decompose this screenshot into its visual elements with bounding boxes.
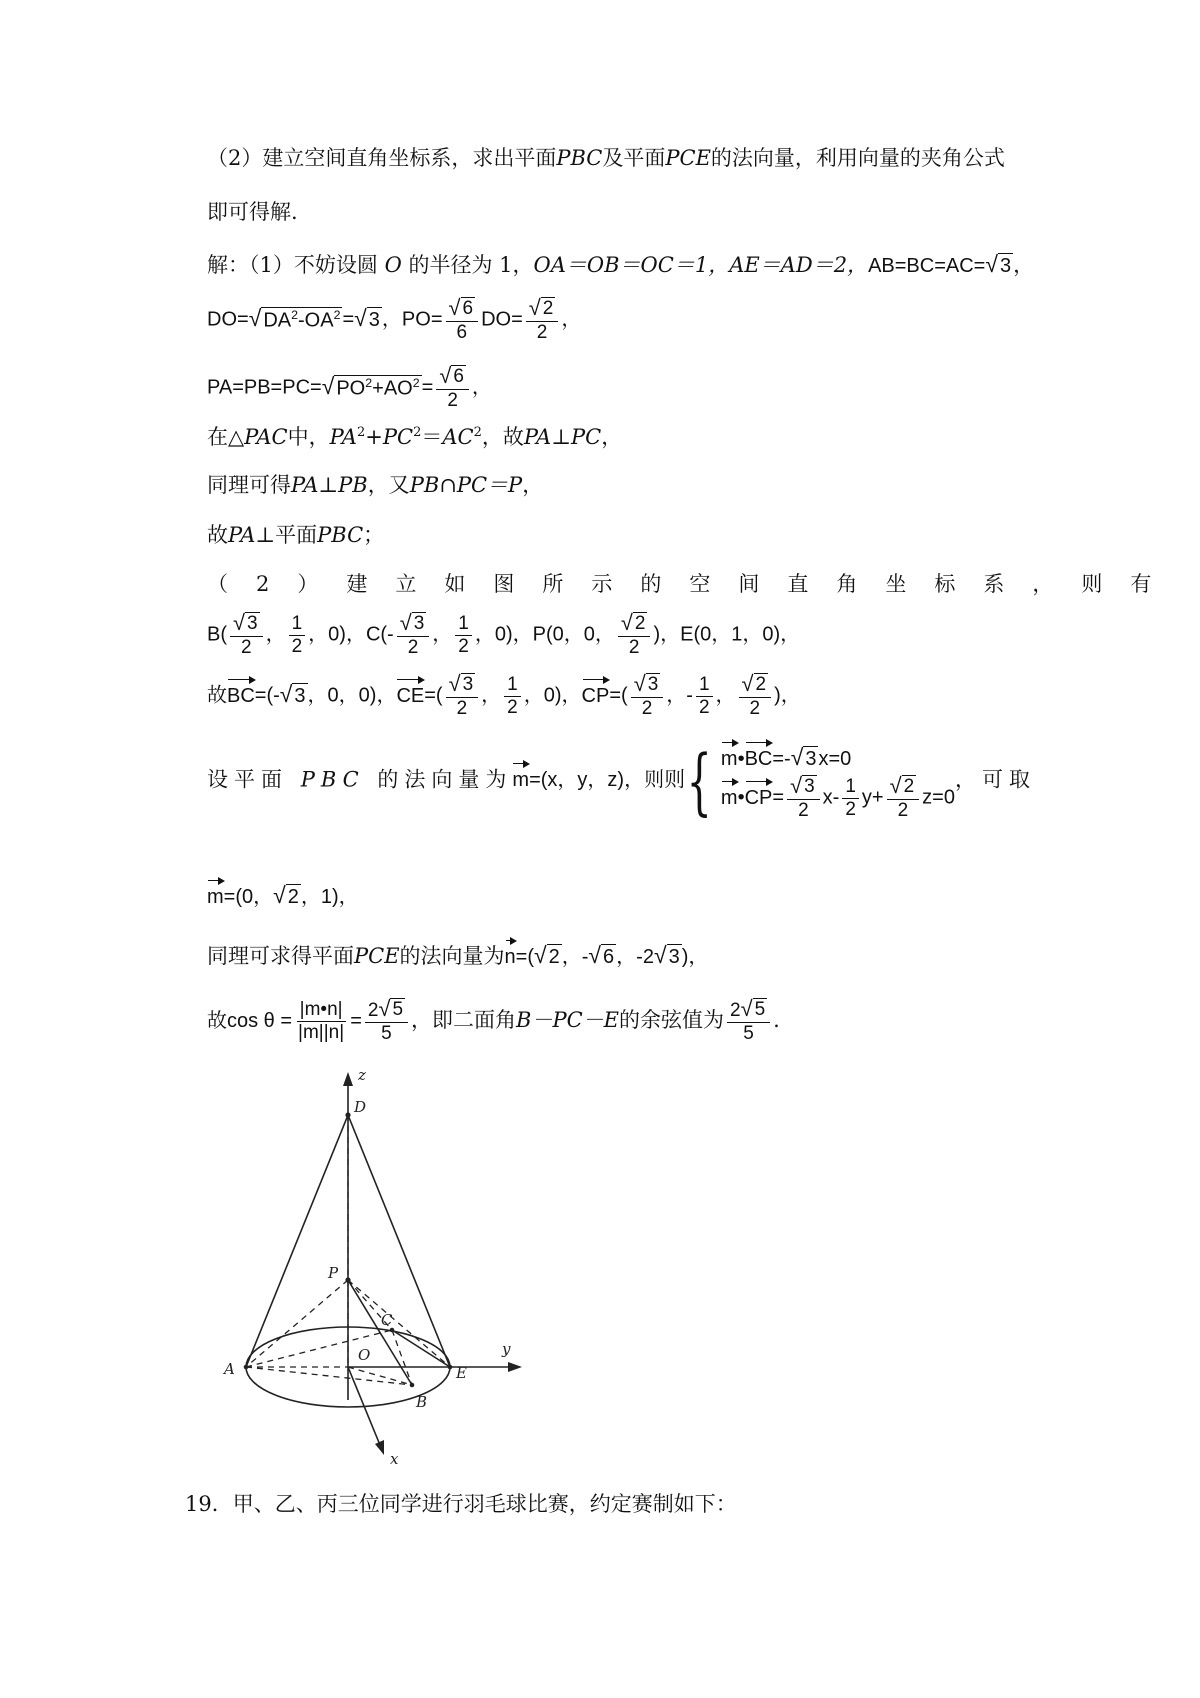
text: ，1)，	[300, 886, 359, 908]
text: =	[350, 1009, 362, 1032]
text: ，0)，C(-	[308, 623, 394, 646]
sqrt: √ $PO^2+AO^2$	[321, 372, 420, 400]
denominator: 2	[447, 389, 458, 411]
radicand: 3	[413, 613, 425, 634]
solution-part1-line-4	[207, 425, 622, 450]
equation-row-2: m•CP= √ 3 2 x- $\frac{1}{2}$ y+ √ 2 2 z=0	[720, 773, 955, 821]
text: ，	[432, 623, 453, 646]
text: PC	[382, 425, 414, 449]
cone-edge-da	[246, 1115, 348, 1367]
radicand: 2	[755, 674, 767, 695]
fraction: √ 3 2	[230, 612, 263, 659]
fraction: √ 3 2	[631, 673, 664, 720]
denominator: 2	[456, 697, 468, 719]
text: ，-	[561, 946, 589, 968]
radicand: 3	[668, 946, 680, 968]
text: +AO	[372, 377, 413, 400]
numerator: |m•n|	[297, 999, 346, 1022]
label-y: y	[502, 1340, 511, 1358]
text: 设平面	[207, 767, 288, 792]
text: ，即二面角	[411, 1007, 517, 1032]
label-d: D	[354, 1098, 367, 1116]
text: ，-	[666, 684, 693, 707]
plane-pbc: PBC	[300, 767, 365, 792]
point-e	[448, 1365, 453, 1370]
equation-system	[721, 740, 955, 822]
text: 的法向量为	[399, 944, 505, 968]
segment-ce	[392, 1330, 450, 1367]
fraction: 2 √ 5 5	[365, 998, 408, 1045]
text: （2）建立如图所示的空间直角坐标系，则有	[207, 572, 1180, 596]
text: 故cos θ =	[207, 1009, 293, 1032]
solution-part1-line-6	[207, 523, 384, 548]
radicand: 3	[999, 255, 1012, 277]
intersection-statement: PB∩PC＝P	[409, 473, 523, 497]
text: =-	[772, 748, 791, 770]
numerator: 1	[289, 613, 306, 636]
vector-cp: CP	[582, 677, 610, 708]
text: =(-	[254, 684, 280, 707]
dihedral-angle: B－PC－E	[516, 1007, 619, 1032]
solution-part2-coordinates	[207, 612, 800, 659]
numerator: 1	[696, 674, 713, 697]
y-axis-arrow	[508, 1362, 522, 1372]
denominator: 5	[743, 1022, 754, 1044]
text: PA=PB=PC=	[207, 376, 322, 399]
vector-m: m	[207, 878, 224, 909]
point-p	[345, 1277, 350, 1282]
radicand: 2	[903, 776, 915, 797]
text: ，PO=	[381, 308, 443, 331]
text: 故	[207, 684, 227, 707]
text: x-	[822, 786, 840, 809]
text: 的余弦值为	[619, 1007, 724, 1032]
text: ，0)，	[523, 684, 582, 707]
text: -OA	[298, 309, 334, 332]
text: =(x，y，z)，则	[529, 769, 665, 792]
text: ，	[265, 623, 286, 646]
fraction: √ 6 2	[436, 365, 469, 412]
fraction	[289, 613, 306, 658]
fraction	[295, 999, 347, 1044]
solution-part2-n-value: 同理可求得平面PCE的法向量为n=( √ 2 ，- √ 6 ，-2 √ 3 )，	[207, 938, 708, 969]
text: ，可取	[954, 767, 1036, 792]
text: 故	[207, 523, 228, 547]
vector-bc: BC	[745, 740, 773, 771]
vector-ce: CE	[396, 677, 424, 708]
solution-part2-cosine	[207, 998, 780, 1045]
denominator: 2	[507, 696, 518, 718]
numerator: 1	[842, 776, 859, 799]
radicand: 3	[368, 308, 380, 331]
text: 2	[367, 1000, 379, 1021]
text: ，	[561, 308, 582, 331]
radicand: 3	[294, 684, 306, 707]
label-x: x	[390, 1450, 399, 1467]
denominator: 2	[241, 636, 252, 658]
text: PA	[228, 523, 256, 547]
exponent: 2	[333, 307, 341, 322]
radicand: 6	[603, 946, 615, 968]
text: 及平面	[602, 146, 666, 170]
point-a	[244, 1365, 249, 1370]
solution-part2-m-value: m=(0， √ 2 ，1)，	[207, 878, 359, 909]
exponent: 2	[473, 425, 482, 441]
text: 中，	[287, 425, 330, 449]
vector-cp: CP	[745, 779, 773, 810]
sqrt: √ 3	[985, 251, 1012, 277]
vector-bc: BC	[227, 677, 255, 708]
circle-o: O	[384, 253, 402, 277]
denominator: 2	[291, 635, 303, 657]
solution-part1-line-3	[207, 365, 492, 412]
fraction: 2 √ 5 5	[727, 998, 770, 1045]
denominator: 2	[407, 636, 419, 658]
denominator: 2	[536, 321, 548, 343]
solution-part1-line-5	[207, 473, 543, 498]
solution-hint-line-2	[207, 200, 298, 225]
text: +	[365, 425, 383, 449]
x-axis-arrow	[375, 1440, 384, 1455]
radicand: 3	[462, 674, 474, 695]
equalities: OA＝OB＝OC＝1，AE＝AD＝2，	[533, 253, 869, 277]
text: 同理可求得平面	[207, 944, 354, 968]
fraction	[455, 613, 472, 658]
denominator: 2	[798, 799, 809, 821]
vector-n: n	[505, 938, 516, 969]
radicand: 2	[634, 613, 646, 634]
question-19	[185, 1492, 737, 1517]
segment-ab	[246, 1367, 412, 1385]
text: 的法向量为	[377, 767, 513, 792]
radicand: 2	[542, 298, 554, 319]
denominator: 2	[845, 798, 856, 820]
text: 的法向量，利用向量的夹角公式	[710, 146, 1005, 170]
text: PA	[329, 425, 357, 449]
question-number: 19．	[185, 1492, 233, 1516]
text: )，	[681, 946, 709, 968]
fraction	[696, 674, 713, 719]
radicand: 3	[805, 748, 817, 770]
perpendicular-statement: PA⊥PB	[291, 473, 368, 497]
text: ，	[471, 376, 492, 399]
exponent: 2	[412, 375, 420, 390]
text: ，-2	[616, 946, 654, 968]
text: )，	[774, 684, 801, 707]
text: B(	[207, 623, 227, 646]
label-o: O	[358, 1346, 371, 1364]
text: ＝	[421, 425, 443, 449]
text: DO=	[481, 308, 523, 331]
point-b	[410, 1383, 415, 1388]
plane-pce: PCE	[665, 146, 711, 170]
text: •	[737, 748, 745, 770]
text: =(	[515, 946, 534, 968]
exponent: 2	[413, 425, 422, 441]
text: 的半径为 1，	[408, 253, 534, 277]
label-z: z	[358, 1066, 366, 1084]
text: ，	[1013, 253, 1035, 277]
radicand: 5	[392, 999, 404, 1020]
denominator: 2	[628, 636, 640, 658]
text: =	[421, 376, 434, 399]
radicand: 6	[453, 366, 464, 387]
text: z=0	[922, 786, 955, 809]
text: DO=	[207, 308, 249, 331]
text: •	[737, 786, 745, 809]
text: ，	[522, 473, 544, 497]
numerator: 1	[504, 674, 521, 697]
vector-m: m	[721, 779, 738, 810]
text: )，E(0，1，0)，	[653, 623, 801, 646]
plane-pbc: PBC	[317, 523, 364, 547]
denominator: 2	[641, 697, 653, 719]
plane-pce: PCE	[354, 944, 400, 968]
solution-hint-line-1	[207, 146, 1005, 171]
text: 解：（1）不妨设圆	[207, 253, 378, 277]
solution-part2-vectors: 故BC=(- √ 3 ，0，0)，CE=( √ 3 2 ， $\frac{1}{2}$ ，0)，CP=( √ 3 2 ，- $\frac{1}{2}$ ， √ 2 2 )，	[207, 671, 801, 719]
denominator: 5	[381, 1022, 392, 1044]
text: =	[772, 786, 785, 809]
text: ，0，0)，	[307, 684, 397, 707]
text: y+	[861, 786, 884, 809]
exponent: 2	[356, 425, 366, 441]
text: =(	[424, 684, 443, 707]
exponent: 2	[365, 375, 373, 390]
denominator: 2	[897, 799, 909, 821]
numerator: 1	[455, 613, 472, 636]
text: （2）建立空间直角坐标系，求出平面	[207, 146, 557, 170]
text: AC	[442, 425, 474, 449]
text: 即可得解.	[207, 200, 298, 224]
vector-m: m	[721, 740, 738, 771]
fraction: √ 2 2	[618, 612, 651, 659]
fraction: √ 2 2	[526, 297, 559, 344]
equation-row-1: m•BC=- √ 3 x=0	[721, 740, 955, 771]
perpendicular-statement: PA⊥PC	[523, 425, 602, 449]
label-a: A	[224, 1360, 235, 1378]
exponent: 2	[291, 307, 299, 322]
sqrt: √ 3	[354, 304, 380, 331]
fraction: √ 3 2	[397, 612, 430, 659]
text: PO	[336, 377, 366, 400]
denominator: 2	[749, 697, 761, 719]
left-brace: {	[686, 738, 716, 823]
vector-m: m	[512, 761, 529, 792]
denominator: 6	[456, 321, 468, 343]
segment-pa	[246, 1280, 348, 1367]
fraction	[504, 674, 521, 719]
label-c: C	[381, 1311, 393, 1329]
text: ，	[601, 425, 623, 449]
radicand: 3	[647, 674, 659, 695]
radicand: 5	[754, 999, 766, 1020]
plane-pbc: PBC	[556, 146, 603, 170]
label-e: E	[456, 1364, 467, 1382]
text: =	[342, 308, 355, 331]
sqrt: √ $DA^2-OA^2$	[248, 304, 341, 332]
text: x=0	[818, 748, 852, 770]
text: 2	[730, 1000, 741, 1021]
z-axis-arrow	[343, 1072, 353, 1086]
radicand: 3	[804, 776, 815, 797]
text: ，	[481, 684, 502, 707]
point-d	[345, 1112, 350, 1117]
solution-part1-line-1	[207, 253, 1034, 278]
radicand: 2	[287, 886, 299, 908]
text: =(	[609, 684, 628, 707]
text: .	[773, 1007, 780, 1032]
text: =(0，	[223, 886, 274, 908]
label-b: B	[416, 1393, 428, 1411]
text: ，故	[481, 425, 524, 449]
solution-part1-line-2	[207, 297, 581, 344]
text: ，又	[367, 473, 410, 497]
question-text: 甲、乙、丙三位同学进行羽毛球比赛，约定赛制如下：	[232, 1492, 737, 1516]
radicand: 6	[462, 298, 474, 319]
denominator: 2	[698, 696, 710, 718]
fraction: √ 2 2	[739, 673, 772, 720]
cone-edge-de	[348, 1115, 450, 1367]
radicand: 3	[247, 613, 258, 634]
text: ，	[715, 684, 736, 707]
denominator: |m||n|	[298, 1021, 345, 1043]
denominator: 2	[458, 635, 469, 657]
label-p: P	[328, 1264, 339, 1282]
radicand: 2	[548, 946, 560, 968]
text: ，0)，P(0，0，	[474, 623, 615, 646]
text: ；	[363, 523, 385, 547]
text: DA	[263, 309, 292, 332]
equalities: AB=BC=AC=	[868, 255, 986, 277]
solution-part2-normal-system: 设平面 PBC 的法向量为m=(x，y，z)，则则{ m•BC=- √ 3 x=0 m•CP= √ 3 2 x- $\frac{1}{2}$ y+ √ 2 2 z=0 ，可取	[207, 738, 1036, 823]
cone-coordinate-figure	[200, 1062, 540, 1467]
fraction: √ 6 6	[446, 297, 479, 344]
solution-part2-line-1	[207, 572, 1179, 597]
text: 在△	[207, 425, 245, 449]
text: 同理可得	[207, 473, 291, 497]
text: ⊥平面	[255, 523, 318, 547]
triangle-pac: PAC	[244, 425, 288, 449]
fraction: √ 3 2	[446, 673, 479, 720]
